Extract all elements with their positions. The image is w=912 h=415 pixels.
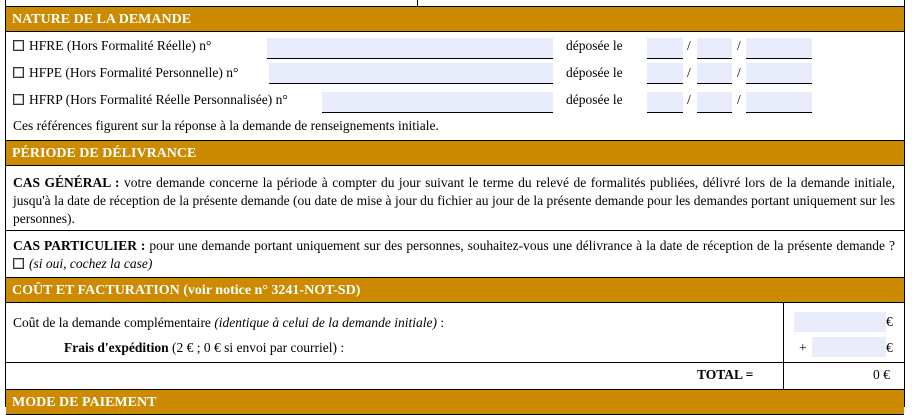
frais-currency: € xyxy=(886,340,893,355)
hfrp-date-sep-1: / xyxy=(687,92,691,107)
hfre-day-input[interactable] xyxy=(647,38,683,59)
hfrp-date-sep-2: / xyxy=(737,92,741,107)
hfrp-number-input[interactable] xyxy=(322,92,553,113)
hfre-deposee-label: déposée le xyxy=(566,38,623,53)
hfre-date-sep-2: / xyxy=(737,38,741,53)
frais-label: Frais d'expédition (2 € ; 0 € si envoi par courriel) : xyxy=(64,340,345,355)
hfpe-checkbox[interactable] xyxy=(13,67,24,78)
cas-particulier-label: CAS PARTICULIER : xyxy=(13,238,146,253)
hfpe-label: HFPE (Hors Formalité Personnelle) n° xyxy=(13,65,238,81)
hfre-checkbox[interactable] xyxy=(13,40,24,51)
section-header-paiement: MODE DE PAIEMENT xyxy=(6,389,904,415)
hfpe-deposee-label: déposée le xyxy=(566,65,623,80)
hfrp-deposee-label: déposée le xyxy=(566,92,623,107)
hfre-label: HFRE (Hors Formalité Réelle) n° xyxy=(13,38,211,54)
hfrp-checkbox[interactable] xyxy=(13,94,24,105)
cas-particulier-text: pour une demande portant uniquement sur des personnes, souhaitez-vous une délivrance à la date de réception de la présente demande ? xyxy=(145,238,895,253)
cas-general-paragraph xyxy=(13,174,895,228)
hfpe-month-input[interactable] xyxy=(697,63,732,84)
nature-note: Ces références figurent sur la réponse à la demande de renseignements initiale. xyxy=(13,118,439,133)
hfpe-date-sep-2: / xyxy=(737,65,741,80)
hfpe-year-input[interactable] xyxy=(746,63,812,84)
cas-general-label: CAS GÉNÉRAL : xyxy=(13,175,120,190)
hfre-date-sep-1: / xyxy=(687,38,691,53)
request-row-hfpe xyxy=(0,63,912,87)
cas-particulier-hint: (si oui, cochez la case) xyxy=(29,256,153,271)
cout-row1-label: Coût de la demande complémentaire (identique à celui de la demande initiale) : xyxy=(13,315,445,330)
total-value: 0 € xyxy=(873,367,890,382)
hfre-month-input[interactable] xyxy=(697,38,732,59)
hfpe-number-input[interactable] xyxy=(269,63,553,84)
cost-column-divider xyxy=(783,303,784,389)
hfrp-month-input[interactable] xyxy=(697,92,732,113)
hfre-number-input[interactable] xyxy=(267,38,553,59)
hfrp-day-input[interactable] xyxy=(647,92,683,113)
hfrp-label: HFRP (Hors Formalité Réelle Personnalisée) n° xyxy=(13,92,288,108)
total-label: TOTAL = xyxy=(697,367,754,382)
section-header-periode: PÉRIODE DE DÉLIVRANCE xyxy=(6,140,904,166)
periode-divider xyxy=(6,230,904,231)
cout-currency: € xyxy=(886,314,893,329)
request-row-hfre xyxy=(0,36,912,60)
cas-general-text: votre demande concerne la période à compter du jour suivant le terme du relevé de formalités publiées, délivré lors de la demande initiale, jusqu'à la date de réception de la présente demande (ou date de mise à jour du fichier au jour de la présente demande pour les demandes portant uniquement sur les personnes). xyxy=(13,175,895,226)
total-top-line xyxy=(6,362,904,363)
section-header-cout: COÛT ET FACTURATION (voir notice n° 3241-NOT-SD) xyxy=(6,277,904,303)
hfrp-year-input[interactable] xyxy=(746,92,812,113)
cout-amount-input[interactable] xyxy=(794,312,886,332)
hfpe-day-input[interactable] xyxy=(647,63,683,84)
hfpe-date-sep-1: / xyxy=(687,65,691,80)
request-row-hfrp xyxy=(0,90,912,114)
cas-particulier-paragraph xyxy=(13,237,895,273)
cas-particulier-checkbox[interactable] xyxy=(13,258,24,269)
frais-plus: + xyxy=(799,340,807,355)
hfre-year-input[interactable] xyxy=(746,38,812,59)
section-header-nature: NATURE DE LA DEMANDE xyxy=(6,6,904,32)
frais-amount-input[interactable] xyxy=(812,337,886,357)
